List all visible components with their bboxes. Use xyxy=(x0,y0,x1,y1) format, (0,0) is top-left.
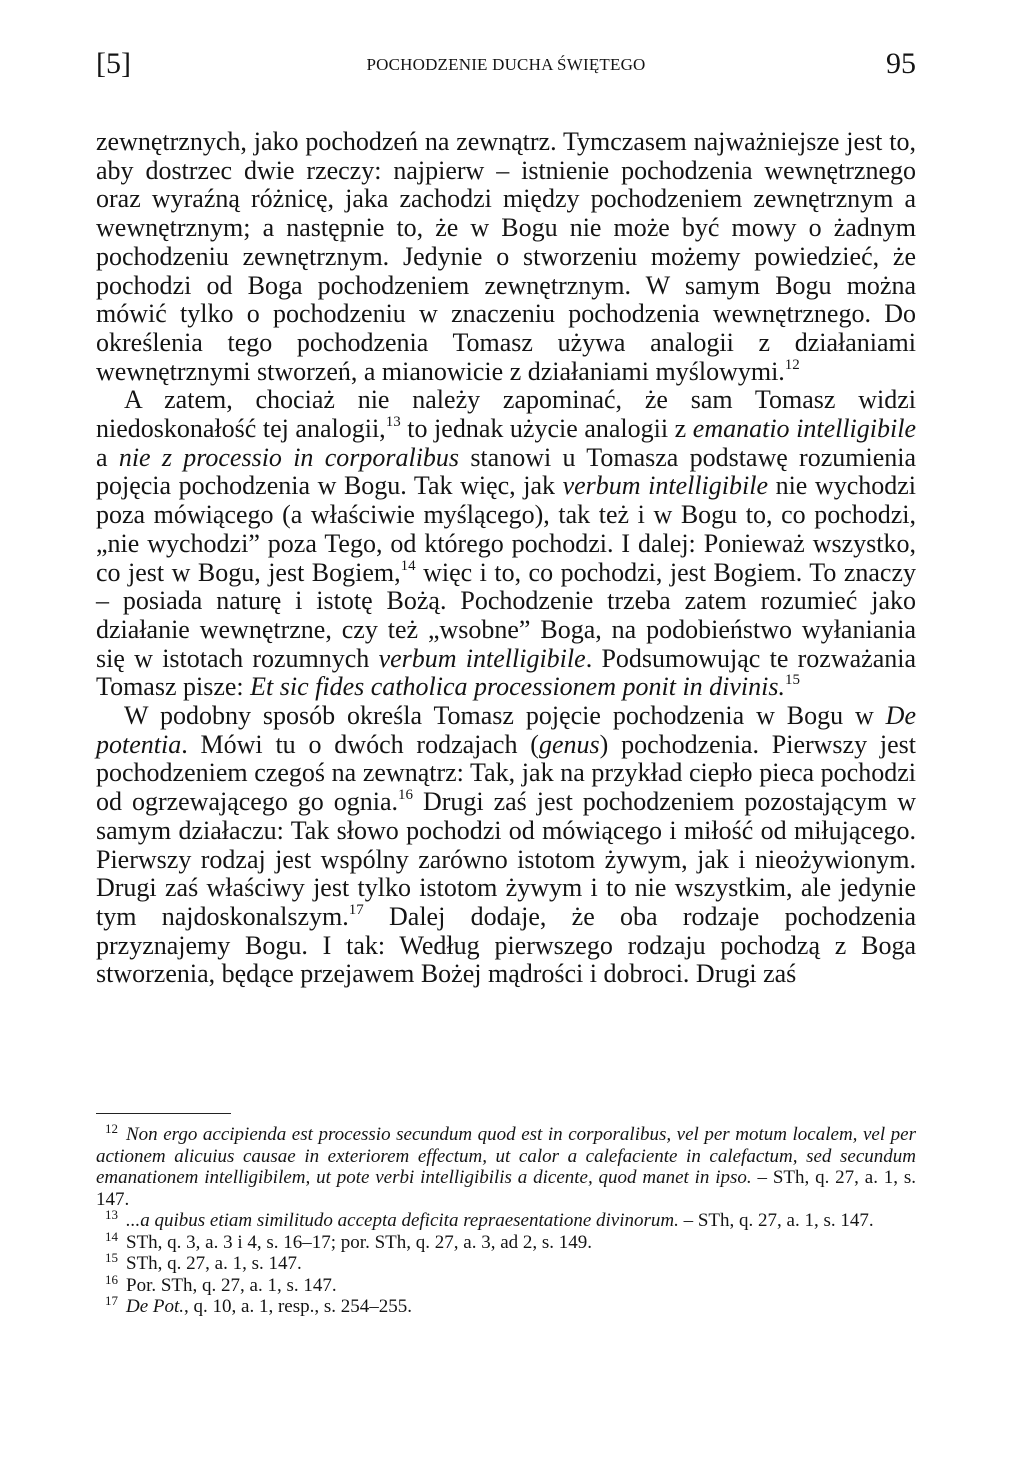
footnote-citation: – STh, q. 27, a. 1, s. 147. xyxy=(678,1210,874,1231)
footnote: 17 De Pot., q. 10, a. 1, resp., s. 254–255. xyxy=(105,1293,413,1317)
paragraph-text: a xyxy=(96,442,119,472)
footnote-ref: 17 xyxy=(348,901,364,918)
paragraph-text: zewnętrznych, jako pochodzeń na zewnątrz. Tymczasem najważniejsze jest to, aby dostrzec dwie rzeczy: najpierw – istnienie pochodzenia wewnętrznego oraz wyraźną różnicę, jaka zachodzi między pochodzeniem zewnętrznym a wewnętrznym; a następnie to, że w Bogu nie może być mowy o żadnym pochodzeniu zewnętrznym. Jedynie o stworzeniu możemy powiedzieć, że pochodzi od Boga pochodzeniem zewnętrznym. W samym Bogu można mówić tylko o pochodzeniu w znaczeniu pochodzenia wewnętrznego. Do określenia tego pochodzenia Tomasz używa analogii z działaniami wewnętrznymi stworzeń, a mianowicie z działaniami myślowymi. xyxy=(96,127,916,386)
latin-term: verbum intelligibile xyxy=(378,643,586,673)
footnote-ref: 14 xyxy=(400,557,416,574)
paragraph xyxy=(96,128,916,386)
page-number: 95 xyxy=(886,47,916,80)
footnote-citation: – STh, q. 27, a. 1, s. 147. xyxy=(96,1167,917,1210)
footnote: 16 Por. STh, q. 27, a. 1, s. 147. xyxy=(105,1271,337,1296)
paragraph-text: stanowi u Tomasza podstawę rozumienia pojęcia pochodzenia w Bogu. Tak więc, jak xyxy=(96,442,916,501)
footnote-latin: Non ergo accipienda est processio secundum quod est in corporalibus, vel per motum localem, vel per actionem alicuius causae in exteriorem effectum, ut calor a calefaciente in calefactum, sed secundum emanationem intelligibilem, ut pote verbi intelligibilis a dicente, quod manet in ipso. xyxy=(96,1124,916,1188)
footnote-ref: 13 xyxy=(385,414,401,431)
paragraph xyxy=(96,386,916,702)
paragraph-text: . Podsumowując te rozważania Tomasz pisze: xyxy=(96,643,916,702)
footnote-work-title: De Pot. xyxy=(126,1296,185,1317)
footnote-citation: STh, q. 27, a. 1, s. 147. xyxy=(126,1253,302,1274)
paragraph xyxy=(96,702,916,989)
paragraph-text: ) pochodzenia. Pierwszy jest pochodzeniem czegoś na zewnątrz: Tak, jak na przykład ciepło pieca pochodzi od ogrzewającego go ognia. xyxy=(96,729,917,817)
footnote-ref: 16 xyxy=(398,787,414,804)
main-text xyxy=(96,128,916,989)
paragraph-text: nie wychodzi poza mówiącego (a właściwie myślącego), tak też i w Bogu to, co pochodzi, „nie wychodzi” poza Tego, od którego pochodzi. I dalej: Ponieważ wszystko, co jest w Bogu, jest Bogiem, xyxy=(96,471,916,587)
latin-term: verbum intelligibile xyxy=(562,471,768,501)
footnote-citation: , q. 10, a. 1, resp., s. 254–255. xyxy=(184,1296,413,1317)
paragraph-text: W podobny sposób określa Tomasz pojęcie pochodzenia w Bogu w xyxy=(124,701,886,731)
paragraph-text: . Mówi tu o dwóch rodzajach ( xyxy=(181,729,539,759)
latin-term: emanatio intelligibile xyxy=(692,414,916,444)
footnote-separator xyxy=(96,1113,231,1114)
running-head xyxy=(96,44,916,84)
latin-term: genus xyxy=(538,729,600,759)
footnote-latin: ...a quibus etiam similitudo accepta deficita repraesentatione divinorum. xyxy=(126,1210,679,1231)
footnote-ref: 12 xyxy=(784,356,800,373)
footnote: 12 Non ergo accipienda est processio secundum quod est in corporalibus, vel per motum localem, vel per actionem alicuius causae in exteriorem effectum, ut calor a calefaciente in calefactum, sed secundum emanationem intelligibilem, ut pote verbi intelligibilis a dicente, quod manet in ipso. – STh, q. 27, a. 1, s. 147. xyxy=(96,1121,917,1210)
paragraph-text: Drugi zaś jest pochodzeniem pozostającym w samym działaczu: Tak słowo pochodzi od mówiącego i miłość od miłującego. Pierwszy rodzaj jest wspólny zarówno istotom żywym, jak i nieożywionym. Drugi zaś właściwy jest tylko istotom żywym i to nie wszystkim, ale jedynie tym najdoskonalszym. xyxy=(96,787,916,931)
section-number: [5] xyxy=(96,47,131,80)
running-title: POCHODZENIE DUCHA ŚWIĘTEGO xyxy=(366,55,646,74)
footnote-citation: Por. STh, q. 27, a. 1, s. 147. xyxy=(126,1274,337,1296)
latin-quote: Et sic fides catholica processionem ponit in divinis. xyxy=(250,672,785,702)
paragraph-text: to jednak użycie analogii z xyxy=(400,414,693,444)
footnote: 14 STh, q. 3, a. 3 i 4, s. 16–17; por. STh, q. 27, a. 3, ad 2, s. 149. xyxy=(105,1228,593,1253)
footnote: 13 ...a quibus etiam similitudo accepta deficita repraesentatione divinorum. – STh, q. 27, a. 1, s. 147. xyxy=(105,1207,874,1231)
work-title: De potentia xyxy=(96,701,916,759)
footnote: 15 STh, q. 27, a. 1, s. 147. xyxy=(105,1250,302,1274)
latin-term: nie z processio in corporalibus xyxy=(118,442,460,472)
paragraph-text: Dalej dodaje, że oba rodzaje pochodzenia przyznajemy Bogu. I tak: Według pierwszego rodzaju pochodzą z Boga stworzenia, będące przejawem Bożej mądrości i dobroci. Drugi zaś xyxy=(96,901,916,989)
paragraph-text: A zatem, chociaż nie należy zapominać, że sam Tomasz widzi niedoskonałość tej analogii, xyxy=(96,385,916,444)
footnote-citation: STh, q. 3, a. 3 i 4, s. 16–17; por. STh, q. 27, a. 3, ad 2, s. 149. xyxy=(126,1231,593,1253)
footnotes xyxy=(96,1121,917,1318)
footnote-ref: 15 xyxy=(785,672,800,689)
paragraph-text: więc i to, co pochodzi, jest Bogiem. To znaczy – posiada naturę i istotę Bożą. Pochodzenie trzeba zatem rozumieć jako działanie wewnętrzne, czy też „wsobne” Boga, na podobieństwo wyłaniania się w istotach rozumnych xyxy=(96,557,917,673)
